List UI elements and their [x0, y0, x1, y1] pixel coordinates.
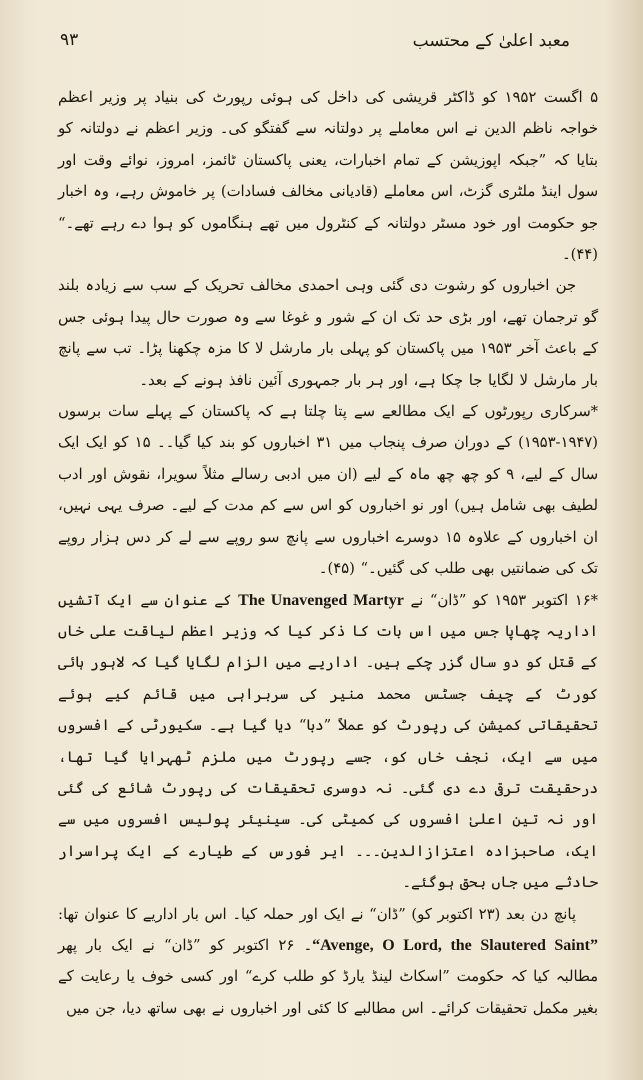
- paragraph-4-text-b: کے عنوان سے ایک آتشیں اداریہ چھاپا جس میں اس بات کا ذکر کیا کہ وزیر اعظم لیاقت علی خاں کے قتل کو دو سال گزر چکے ہیں۔ اداریے میں الزام لگایا گیا کہ لاہور ہائی کورٹ کے چیف جسٹس محمد منیر کی سربراہی میں قائم کیے ہوئے تحقیقاتی کمیشن کی رپورٹ کو عملاً ”دبا“ دیا گیا ہے۔ سکیورٹی کے افسروں میں سے ایک، نجف خاں کو، جسے رپورٹ میں ملزم ٹھہرایا گیا تھا، درحقیقت ترقی دے دی گئی۔ نہ دوسری تحقیقات کی رپورٹ شائع کی گئی اور نہ تین اعلیٰ افسروں کی کمیٹی کی۔ سینیئر پولیس افسروں میں سے ایک، صاحبزادہ اعتزازالدین۔۔۔ ایر فورس کے طیارے کے ایک پراسرار حادثے میں جاں بحق ہوگئے۔: [58, 591, 598, 892]
- english-editorial-title-2: “Avenge, O Lord, the Slautered Saint”: [312, 936, 598, 954]
- paragraph-3-text: *سرکاری رپورٹوں کے ایک مطالعے سے پتا چلتا ہے کہ پاکستان کے پہلے سات برسوں (۱۹۴۷-۱۹۵۳) کے دوران صرف پنجاب میں ۳۱ اخباروں کو بند کیا گیا۔۔ ۱۵ کو ایک ایک سال کے لیے، ۹ کو چھ چھ ماہ کے لیے (ان میں ادبی رسالے مثلاً سویرا، نقوش اور ادب لطیف بھی شامل ہیں) اور نو اخباروں کو اس سے کم مدت کے لیے۔ صرف یہی نہیں، ان اخباروں کے علاوہ ۱۵ دوسرے اخباروں سے پانچ سو روپے سے لے کر دس ہزار روپے تک کی ضمانتیں بھی طلب کی گئیں۔“ (۴۵)۔: [58, 403, 598, 578]
- page-header: [60, 30, 580, 58]
- paragraph-4: [58, 585, 598, 899]
- running-title: معبد اعلیٰ کے محتسب: [412, 31, 570, 51]
- paragraph-3: [58, 396, 598, 584]
- body-text: [58, 82, 598, 1024]
- english-editorial-title-1: The Unavenged Martyr: [238, 591, 404, 609]
- paragraph-1: [58, 82, 598, 270]
- paragraph-5-text-b: ۔ ۲۶ اکتوبر کو ”ڈان“ نے ایک بار پھر مطالبہ کیا کہ حکومت ”اسکاٹ لینڈ یارڈ کو طلب کرے“ اور کسی خوف یا رعایت کے بغیر مکمل تحقیقات کرائے۔ اس مطالبے کا کئی اور اخباروں نے بھی ساتھ دیا، جن میں: [58, 936, 598, 1017]
- paragraph-5: [58, 899, 598, 1025]
- paragraph-2: [58, 270, 598, 396]
- paragraph-1-text: ۵ اگست ۱۹۵۲ کو ڈاکٹر قریشی کی داخل کی ہوئی رپورٹ کی بنیاد پر وزیر اعظم خواجہ ناظم الدین نے اس معاملے پر دولتانہ سے گفتگو کی۔ وزیر اعظم نے دولتانہ کو بتایا کہ ”جبکہ اپوزیشن کے تمام اخبارات، یعنی پاکستان ٹائمز، امروز، نوائے وقت اور سول اینڈ ملٹری گزٹ، اس معاملے (قادیانی مخالف فسادات) پر خاموش رہے، وہ اخبار جو حکومت اور خود مسٹر دولتانہ کے کنٹرول میں تھے ہنگاموں کو ہوا دے رہے تھے۔“ (۴۴)۔: [58, 89, 598, 264]
- paragraph-2-text: جن اخباروں کو رشوت دی گئی وہی احمدی مخالف تحریک کے سب سے زیادہ بلند گو ترجمان تھے، اور بڑی حد تک ان کے شور و غوغا سے وہ صورت حال پیدا ہوئی جس کے باعث آخر ۱۹۵۳ میں پاکستان کو پہلی بار مارشل لا کا مزہ چکھنا پڑا۔ تب سے پانچ بار مارشل لا لگایا جا چکا ہے، اور ہر بار جمہوری آئین نافذ ہونے کے بعد۔: [58, 277, 598, 389]
- paragraph-5-text-a: پانچ دن بعد (۲۳ اکتوبر کو) ”ڈان“ نے ایک اور حملہ کیا۔ اس بار اداریے کا عنوان تھا:: [58, 905, 576, 923]
- paragraph-4-text-a: *۱۶ اکتوبر ۱۹۵۳ کو ”ڈان“ نے: [403, 591, 599, 609]
- page-number: ۹۳: [60, 30, 79, 50]
